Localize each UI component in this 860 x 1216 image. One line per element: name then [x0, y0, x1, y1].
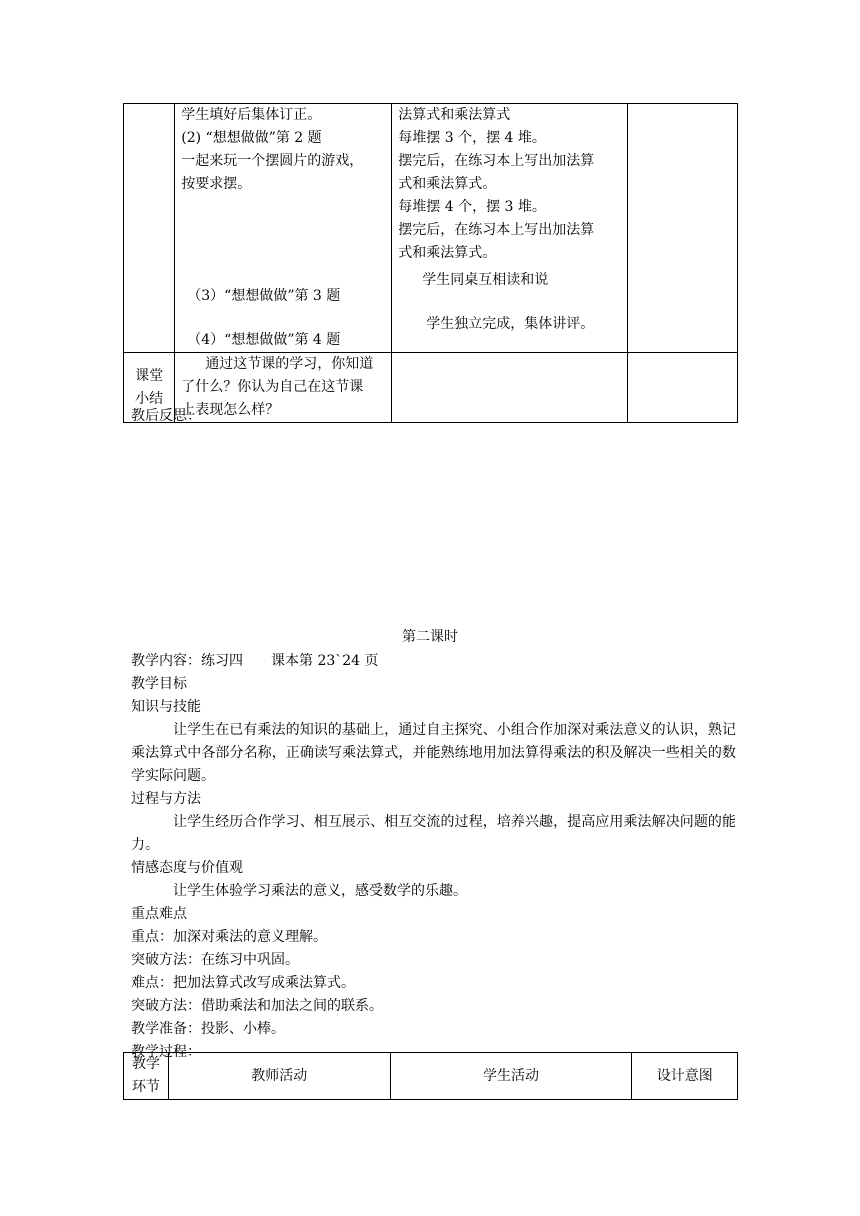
summary-label-line: 课堂 [135, 367, 164, 384]
header-stage [124, 1053, 169, 1100]
summary-student-cell [392, 353, 628, 423]
stage-cell [124, 104, 175, 353]
design-intent-cell [628, 104, 738, 353]
table-row [124, 104, 738, 353]
text-line: (2) “想想做做”第 2 题 [181, 130, 322, 146]
text-line: 学生独立完成，集体讲评。 [426, 316, 595, 332]
objectives-heading: 教学目标 [131, 676, 187, 692]
knowledge-paragraph: 让学生在已有乘法的知识的基础上，通过自主探究、小组合作加深对乘法意义的认识，熟记乘法算式中各部分名称，正确读写乘法算式，并能熟练地用加法算得乘法的积及解决一些相关的数学实际问题。 [131, 722, 736, 784]
lesson-plan-table-header [123, 1052, 738, 1100]
text-line: 摆完后，在练习本上写出加法算 [398, 222, 595, 238]
text-line: 法算式和乘法算式 [398, 107, 511, 123]
summary-intent-cell [628, 353, 738, 423]
knowledge-heading: 知识与技能 [131, 699, 201, 715]
lesson-plan-table-continued [123, 103, 738, 423]
student-activity-cell [392, 104, 628, 353]
header-teacher-activity: 教师活动 [169, 1053, 390, 1100]
text-line: 学生同桌互相读和说 [422, 272, 549, 288]
text-line: 上表现怎么样？ [181, 402, 280, 418]
after-class-reflection-label: 教后反思： [131, 408, 201, 424]
text-line: 学生填好后集体订正。 [181, 107, 322, 123]
teaching-content: 教学内容：练习四 课本第 23`24 页 [131, 653, 379, 669]
teaching-preparation: 教学准备：投影、小棒。 [131, 1021, 285, 1037]
header-text: 教学 [132, 1056, 161, 1072]
breakthrough-method: 突破方法：在练习中巩固。 [131, 952, 299, 968]
text-line: 按要求摆。 [181, 176, 252, 192]
teacher-activity-cell [175, 104, 392, 353]
difficulty-point: 难点：把加法算式改写成乘法算式。 [131, 975, 355, 991]
lesson-title: 第二课时 [402, 629, 458, 645]
text-line: （3）“想想做做”第 3 题 [187, 288, 341, 304]
header-design-intent: 设计意图 [632, 1053, 738, 1100]
text-line: 式和乘法算式。 [398, 176, 497, 192]
text-line: 了什么？你认为自己在这节课 [181, 379, 364, 395]
text-line: 每堆摆 4 个，摆 3 堆。 [398, 199, 546, 215]
key-points-heading: 重点难点 [131, 906, 187, 922]
teaching-process-label: 教学过程： [131, 1044, 201, 1060]
text-line: 通过这节课的学习，你知道 [205, 356, 374, 372]
breakthrough-method: 突破方法：借助乘法和加法之间的联系。 [131, 998, 383, 1014]
text-line: （4）“想想做做”第 4 题 [187, 332, 341, 348]
text-line: 摆完后，在练习本上写出加法算 [398, 153, 595, 169]
table-header-row [124, 1053, 738, 1100]
text-line: 每堆摆 3 个，摆 4 堆。 [398, 130, 546, 146]
emotion-paragraph: 让学生体验学习乘法的意义，感受数学的乐趣。 [173, 883, 467, 899]
process-paragraph: 让学生经历合作学习、相互展示、相互交流的过程，培养兴趣，提高应用乘法解决问题的能力。 [131, 814, 736, 853]
text-line: 式和乘法算式。 [398, 245, 497, 261]
process-heading: 过程与方法 [131, 791, 201, 807]
emotion-heading: 情感态度与价值观 [131, 860, 243, 876]
summary-label-line: 小结 [135, 390, 164, 407]
table-row [124, 353, 738, 423]
text-line: 一起来玩一个摆圆片的游戏， [181, 153, 364, 169]
lesson-plan-body [131, 650, 736, 1064]
header-student-activity: 学生活动 [390, 1053, 632, 1100]
key-point: 重点：加深对乘法的意义理解。 [131, 929, 327, 945]
summary-text-cell [175, 353, 392, 423]
header-text: 环节 [132, 1079, 161, 1095]
